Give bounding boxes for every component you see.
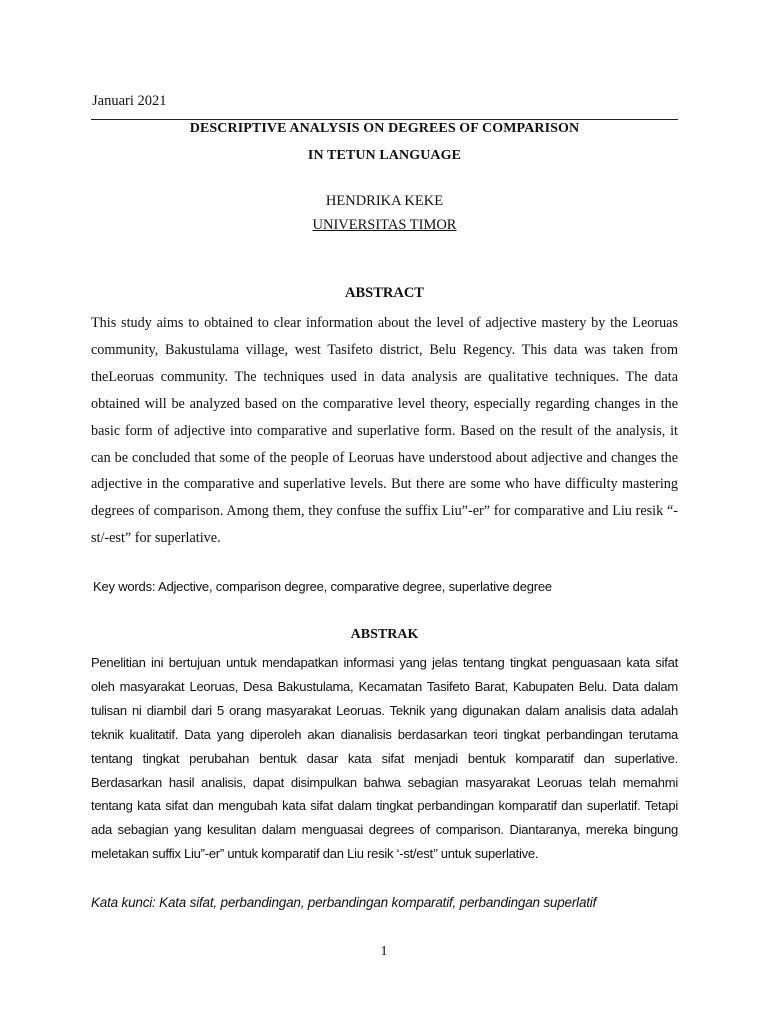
abstrak-heading: ABSTRAK [350,627,419,642]
title-line-1: DESCRIPTIVE ANALYSIS ON DEGREES OF COMPARISON [189,121,580,136]
author-affiliation: UNIVERSITAS TIMOR [312,217,457,233]
abstrak-keywords: Kata kunci: Kata sifat, perbandingan, perbandingan komparatif, perbandingan superlatif [91,895,597,910]
abstrak-body: Penelitian ini bertujuan untuk mendapatkan informasi yang jelas tentang tingkat penguasaan kata sifat oleh masyarakat Leoruas, Desa Bakustulama, Kecamatan Tasifeto Barat, Kabupaten Belu. Data dalam tulisan ni diambil dari 5 orang masyarakat Leoruas. Teknik yang digunakan dalam analisis data adalah teknik kualitatif. Data yang diperoleh akan dianalisis berdasarkan teori tingkat perbandingan terutama tentang tingkat perubahan bentuk dasar kata sifat menjadi bentuk komparatif dan superlative. Berdasarkan hasil analisis, dapat disimpulkan bahwa sebagian masyarakat Leoruas telah memahmi tentang kata sifat dan mengubah kata sifat dalam tingkat perbandingan komparatif dan superlatif. Tetapi ada sebagian yang kesulitan dalam menguasai degrees of comparison. Diantaranya, mereka bingung meletakan suffix Liu”-er” untuk komparatif dan Liu resik ‘-st/est’’ untuk superlative. [91,655,678,862]
page-number: 1 [380,944,388,959]
author-name: HENDRIKA KEKE [325,193,444,209]
abstract-body: This study aims to obtained to clear information about the level of adjective mastery by the Leoruas community, Bakustulama village, west Tasifeto district, Belu Regency. This data was taken from theLeoruas community. The techniques used in data analysis are qualitative techniques. The data obtained will be analyzed based on the comparative level theory, especially regarding changes in the basic form of adjective into comparative and superlative form. Based on the result of the analysis, it can be concluded that some of the people of Leoruas have understood about adjective and changes the adjective in the comparative and superlative levels. But there are some who have difficulty mastering degrees of comparison. Among them, they confuse the suffix Liu”-er” for comparative and Liu resik “-st/-est” for superlative. [91,315,678,547]
abstract-keywords: Key words: Adjective, comparison degree, comparative degree, superlative degree [93,579,552,594]
header-rule [91,119,678,120]
title-line-2: IN TETUN LANGUAGE [307,148,462,163]
abstract-heading: ABSTRACT [345,285,424,301]
journal-date: Januari 2021 [92,93,167,109]
